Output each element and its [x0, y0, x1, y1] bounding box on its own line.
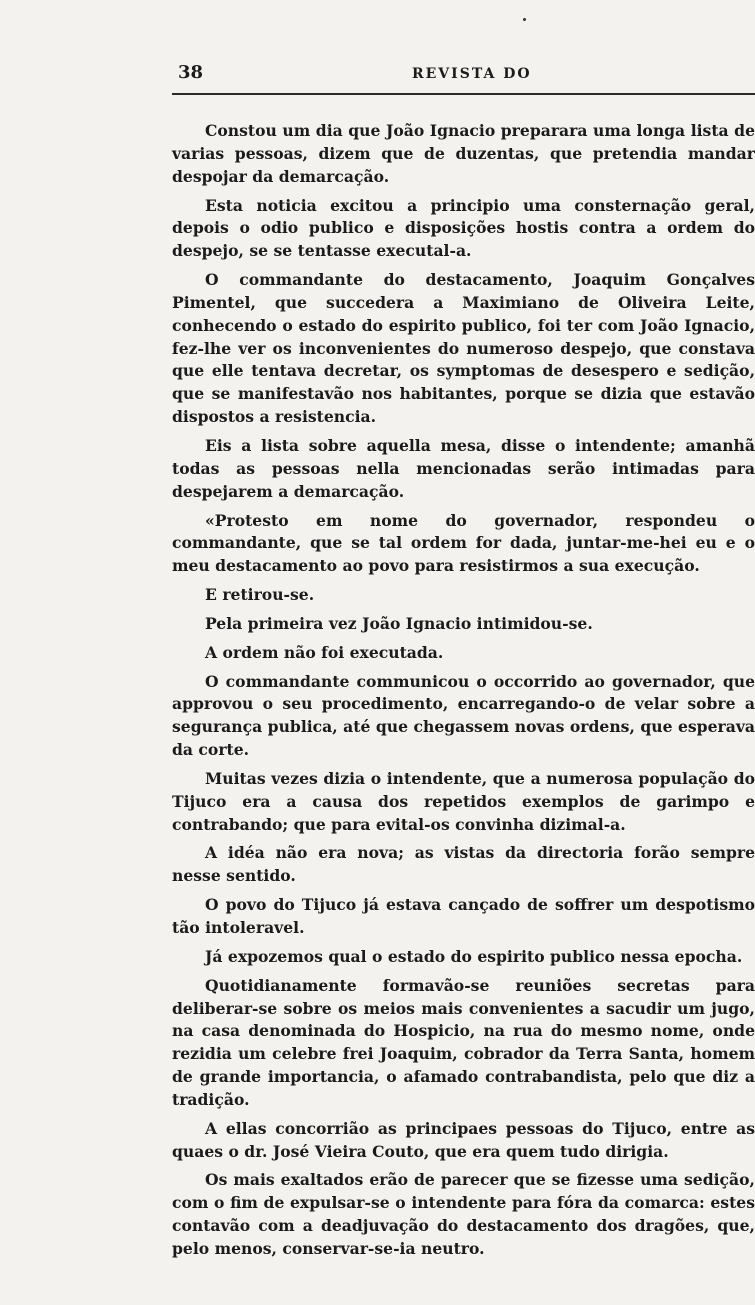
speck-mark: [523, 18, 526, 21]
paragraph: O commandante communicou o occorrido ao governador, que approvou o seu procedimento, encarregando-o de velar sobre a segurança publica, até que chegassem novas ordens, que esperava da corte.: [172, 671, 755, 760]
page-number: 38: [178, 62, 204, 83]
paragraph: O commandante do destacamento, Joaquim Gonçalves Pimentel, que succedera a Maximiano de Oliveira Leite, conhecendo o estado do espirito publico, foi ter com João Ignacio, fez-lhe ver os inconvenientes do numeroso despejo, que constava que elle tentava decretar, os symptomas de desespero e sedição, que se manifestavão nos habitantes, porque se dizia que estavão dispostos a resistencia.: [172, 270, 755, 427]
paragraph: Os mais exaltados erão de parecer que se fizesse uma sedição, com o fim de expulsar-se o intendente para fóra da comarca: estes contavão com a deadjuvação do destacamento dos dragões, que, pelo menos, conservar-se-ia neutro.: [172, 1170, 755, 1258]
paragraph: A ellas concorrião as principaes pessoas do Tijuco, entre as quaes o dr. José Vieira Couto, que era quem tudo dirigia.: [172, 1118, 755, 1161]
paragraph: A ordem não foi executada.: [205, 642, 444, 662]
paragraph: «Protesto em nome do governador, respondeu o commandante, que se tal ordem for dada, juntar-me-hei eu e o meu destacamento ao povo para resistirmos a sua execução.: [172, 510, 755, 576]
paragraph: Quotidianamente formavão-se reuniões secretas para deliberar-se sobre os meios mais convenientes a sacudir um jugo, na casa denominada do Hospicio, na rua do mesmo nome, onde rezidia um celebre frei Joaquim, cobrador da Terra Santa, homem de grande importancia, o afamado contrabandista, pelo que diz a tradição.: [172, 975, 755, 1109]
paragraph: Já expozemos qual o estado do espirito publico nessa epocha.: [205, 946, 743, 966]
header-rule: [172, 93, 755, 95]
running-head: REVISTA DO: [412, 66, 532, 82]
page-header: [172, 62, 755, 90]
paragraph: Muitas vezes dizia o intendente, que a numerosa população do Tijuco era a causa dos repetidos exemplos de garimpo e contrabando; que para evital-os convinha dizimal-a.: [172, 768, 755, 834]
paragraph: O povo do Tijuco já estava cançado de soffrer um despotismo tão intoleravel.: [172, 895, 755, 937]
body-text: [172, 120, 755, 1267]
paragraph: Eis a lista sobre aquella mesa, disse o intendente; amanhã todas as pessoas nella mencionadas serão intimadas para despejarem a demarcação.: [172, 435, 755, 501]
paragraph: Constou um dia que João Ignacio preparara uma longa lista de varias pessoas, dizem que de duzentas, que pretendia mandar despojar da demarcação.: [172, 121, 755, 186]
paragraph: Pela primeira vez João Ignacio intimidou-se.: [205, 613, 593, 633]
paragraph: A idéa não era nova; as vistas da directoria forão sempre nesse sentido.: [172, 843, 755, 886]
paragraph: Esta noticia excitou a principio uma consternação geral, depois o odio publico e disposições hostis contra a ordem do despejo, se se tentasse executal-a.: [172, 195, 755, 261]
paragraph: E retirou-se.: [205, 585, 315, 605]
